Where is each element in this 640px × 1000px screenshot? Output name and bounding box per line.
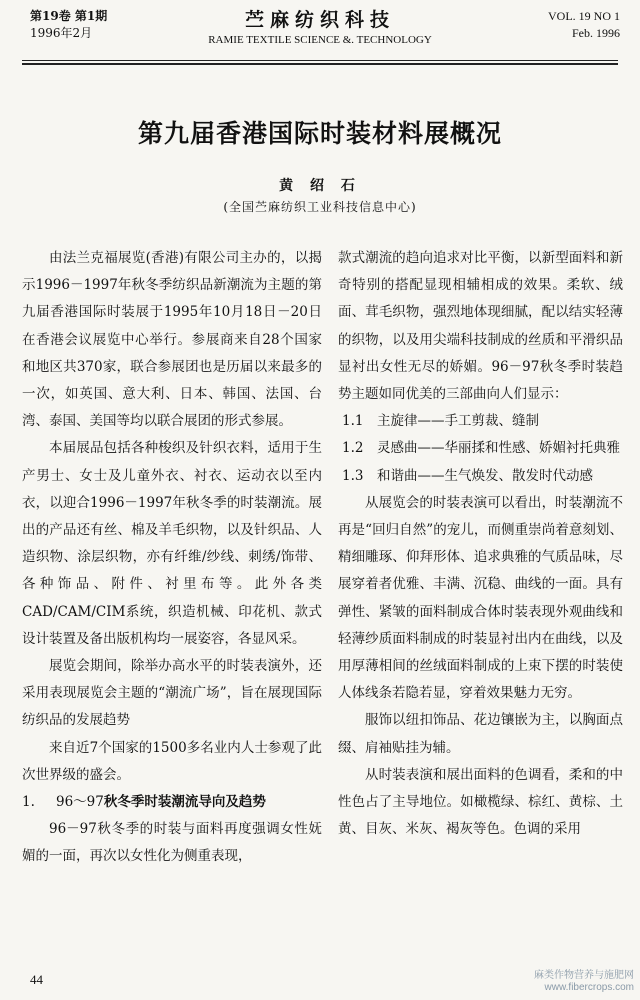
volume-en: VOL. 19 NO 1 <box>548 9 620 23</box>
header-left <box>30 8 107 42</box>
watermark-line: 麻类作物营养与施肥网 <box>534 970 634 981</box>
header-rule-thick <box>22 63 618 65</box>
paragraph: 从时装表演和展出面料的色调看，柔和的中性色占了主导地位。如橄榄绿、棕红、黄棕、土黄、目灰、米灰、褐灰等色。色调的采用 <box>338 766 623 838</box>
watermark <box>534 970 634 994</box>
author-affiliation: (全国苎麻纺织工业科技信息中心) <box>223 200 417 214</box>
paragraph: 来自近7个国家的1500多名业内人士参观了此次世界级的盛会。 <box>22 739 322 783</box>
paragraph: 服饰以纽扣饰品、花边镶嵌为主，以胸面点缀、肩袖贴挂为辅。 <box>338 712 623 756</box>
watermark-line: www.fibercrops.com <box>544 982 634 993</box>
paragraph: 由法兰克福展览(香港)有限公司主办的，以揭示1996－1997年秋冬季纺织品新潮流为主题的第九届香港国际时装展于1995年10月18日－20日在香港会议展览中心举行。参展商来自28个国家和地区共370家，联合参展团也是历届以来最多的一次，如英国、意大利、日本、韩国、法国、台湾、泰国、美国等均以联合展团的形式参展。 <box>22 250 322 430</box>
section-number: 1. <box>22 794 35 811</box>
journal-name-en: RAMIE TEXTILE SCIENCE &. TECHNOLOGY <box>208 34 432 46</box>
header-rule <box>22 60 618 61</box>
paragraph: 展览会期间，除举办高水平的时装表演外，还采用表现展览会主题的“潮流广场”，旨在展现国际纺织品的发展趋势 <box>22 658 322 729</box>
section-title: 秋冬季时装潮流导向及趋势 <box>103 794 266 811</box>
volume-cn: 第19卷 第1期 <box>30 9 108 23</box>
paragraph: 96－97秋冬季的时装与面料再度强调女性妩媚的一面，再次以女性化为侧重表现， <box>22 821 322 865</box>
date-cn: 1996年2月 <box>30 26 93 40</box>
section-heading <box>22 789 322 816</box>
journal-name-cn: 苎麻纺织科技 <box>244 9 395 31</box>
author-name: 黄 绍 石 <box>279 178 361 194</box>
header-right <box>548 8 620 42</box>
page-number: 44 <box>30 972 43 987</box>
right-column <box>338 245 623 843</box>
paragraph: 从展览会的时装表演可以看出，时装潮流不再是“回归自然”的宠儿，而侧重崇尚着意刻划、精细雕琢、仰拜形体、追求典雅的气质品味，尽展穿着者优雅、丰满、沉稳、曲线的一面。具有弹性、紧皱的面料制成合体时装表现外观曲线和轻薄纱质面料制成的时装显衬出内在曲线，以及用厚薄相间的丝绒面料制成的上束下摆的时装使人体线条若隐若显，穿着效果魅力无穷。 <box>338 494 623 702</box>
list-item: 1.3 和谐曲——生气焕发、散发时代动感 <box>342 467 593 484</box>
paragraph: 本届展品包括各种梭织及针织衣料，适用于生产男士、女士及儿童外衣、衬衣、运动衣以至内衣，以迎合1996－1997年秋冬季的时装潮流。展出的产品还有丝、棉及羊毛织物，以及针织品、人造织物、涂层织物，亦有纤维/纱线、刺绣/饰带、各种饰品、附件、衬里布等。此外各类CAD/CAM/CIM系统，织造机械、印花机、款式设计装置及备出版机构均一展姿容，各显风采。 <box>22 440 322 647</box>
date-en: Feb. 1996 <box>572 26 620 40</box>
article-title: 第九届香港国际时装材料展概况 <box>137 119 502 148</box>
list-item: 1.1 主旋律——手工剪裁、缝制 <box>342 413 539 430</box>
section-range: 96～97 <box>56 794 104 811</box>
list-item: 1.2 灵感曲——华丽揉和性感、娇媚衬托典雅 <box>342 440 620 457</box>
journal-header <box>0 8 640 58</box>
left-column <box>22 245 322 871</box>
header-center <box>150 8 490 48</box>
paragraph-continuation: 款式潮流的趋向追求对比平衡，以新型面料和新奇特别的搭配显现相辅相成的效果。柔软、绒面、茸毛织物，强烈地体现细腻，配以结实轻薄的织物，以及用尖端科技制成的丝质和平滑织品显衬出女性无尽的娇媚。96－97秋冬季时装趋势主题如同优美的三部曲向人们显示： <box>338 250 623 403</box>
